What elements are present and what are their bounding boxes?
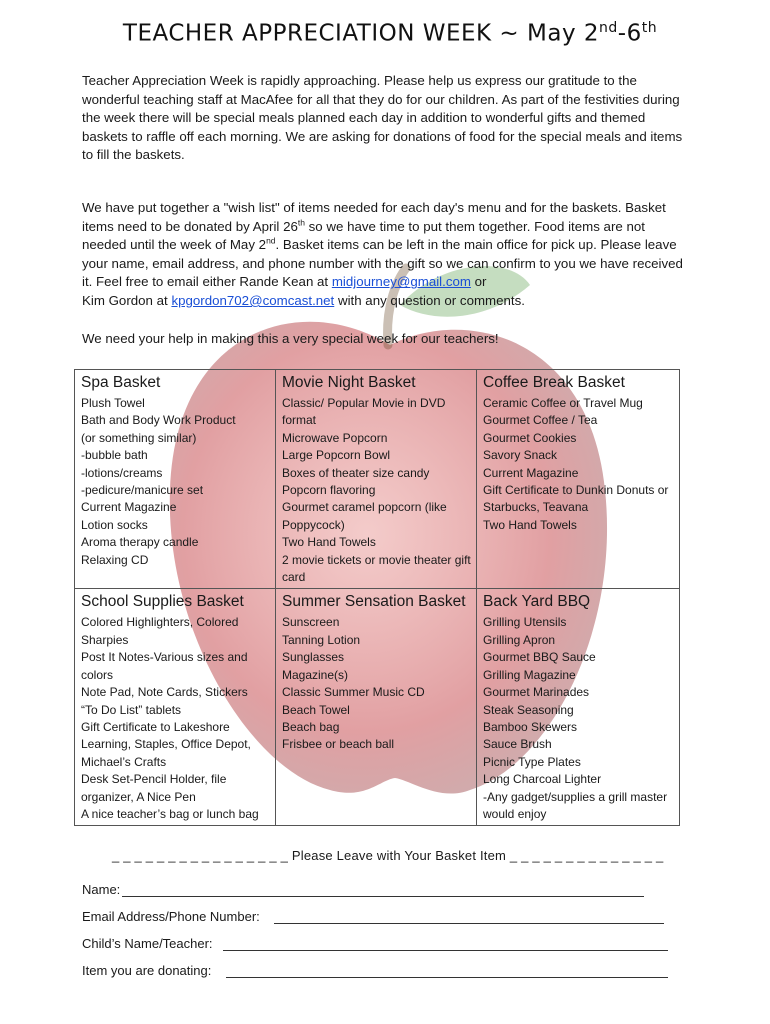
basket-item: Bamboo Skewers: [483, 719, 578, 734]
basket-item: (or something similar): [81, 430, 197, 445]
title-sup-nd: nd: [599, 20, 618, 36]
basket-item: Grilling Magazine: [483, 667, 576, 682]
basket-cell-spa: [75, 370, 276, 589]
wishlist-text-b: so we have time to put them together. Food items are not needed until the week of May 2: [82, 218, 645, 253]
name-field: [82, 882, 120, 897]
name-label: Name:: [82, 882, 121, 897]
basket-item: -bubble bath: [81, 448, 148, 463]
child-teacher-line[interactable]: [223, 950, 668, 951]
basket-item: Popcorn flavoring: [282, 483, 376, 498]
basket-item: “To Do List” tablets: [81, 702, 182, 717]
basket-item: Large Popcorn Bowl: [282, 448, 391, 463]
basket-item: Savory Snack: [483, 448, 558, 463]
basket-item: Frisbee or beach ball: [282, 737, 395, 752]
basket-item: Current Magazine: [483, 465, 579, 480]
child-teacher-label: Child’s Name/Teacher:: [82, 936, 213, 951]
basket-cell-school-supplies: [75, 589, 276, 826]
item-donating-label: Item you are donating:: [82, 963, 212, 978]
basket-item: Desk Set-Pencil Holder, file organizer, A Nice Pen: [81, 772, 227, 804]
basket-item: Plush Towel: [81, 396, 145, 410]
page-title: [60, 20, 720, 47]
email-phone-label: Email Address/Phone Number:: [82, 909, 260, 924]
basket-item: -lotions/creams: [81, 465, 163, 480]
basket-item: Classic/ Popular Movie in DVD format: [282, 396, 446, 428]
child-teacher-field: [82, 936, 213, 951]
basket-item: Gourmet Cookies: [483, 430, 577, 445]
name-line[interactable]: [122, 896, 644, 897]
basket-item: Boxes of theater size candy: [282, 465, 430, 480]
wishlist-text-d: or: [470, 274, 487, 290]
basket-item: Sunglasses: [282, 650, 345, 665]
basket-item: Colored Highlighters, Colored Sharpies: [81, 615, 239, 647]
basket-item: Beach Towel: [282, 702, 350, 717]
wishlist-sup-a: th: [297, 217, 305, 228]
basket-item: Aroma therapy candle: [81, 535, 199, 550]
leave-with-item-divider: _ _ _ _ _ _ _ _ _ _ _ _ _ _ _ _ Please Leave with Your Basket Item _ _ _ _ _ _ _ _ _ _ _ _ _ _: [112, 848, 664, 863]
basket-item: -Any gadget/supplies a grill master would enjoy: [483, 789, 668, 821]
email-link-kim[interactable]: kpgordon702@comcast.net: [171, 292, 335, 308]
basket-item: A nice teacher’s bag or lunch bag: [81, 806, 259, 821]
email-phone-field: [82, 909, 260, 924]
basket-item: Two Hand Towels: [483, 517, 577, 532]
basket-cell-coffee-break: [477, 370, 680, 589]
basket-item: Gourmet caramel popcorn (like Poppycock): [282, 500, 447, 532]
basket-item: Bath and Body Work Product: [81, 413, 236, 428]
basket-item: Gift Certificate to Dunkin Donuts or Starbucks, Teavana: [483, 483, 669, 515]
basket-item: Ceramic Coffee or Travel Mug: [483, 396, 643, 410]
item-donating-line[interactable]: [226, 977, 668, 978]
email-phone-line[interactable]: [274, 923, 664, 924]
wishlist-sup-b: nd: [266, 235, 276, 246]
basket-title: Back Yard BBQ: [483, 593, 591, 611]
basket-item: Gourmet Marinades: [483, 685, 590, 700]
basket-item: Picnic Type Plates: [483, 754, 581, 769]
basket-item: Lotion socks: [81, 517, 148, 532]
wishlist-text-f: with any question or comments.: [334, 292, 525, 308]
wishlist-text-c: . Basket items can be left in the main office for pick up. Please leave your name, email address, and phone number with the gift so we can confirm to you we have received it. Feel free to email either Rande Kean at: [82, 237, 683, 290]
basket-title: Movie Night Basket: [282, 374, 416, 391]
item-donating-field: [82, 963, 211, 978]
basket-item: Classic Summer Music CD: [282, 685, 425, 700]
basket-item: Grilling Apron: [483, 632, 556, 647]
title-text: TEACHER APPRECIATION WEEK ~ May 2: [122, 20, 600, 47]
basket-item: Relaxing CD: [81, 552, 149, 567]
basket-cell-movie-night: [276, 370, 477, 589]
basket-item: Note Pad, Note Cards, Stickers: [81, 685, 248, 700]
basket-item: Gourmet BBQ Sauce: [483, 650, 596, 665]
basket-item: 2 movie tickets or movie theater gift card: [282, 552, 471, 585]
title-dash: -6: [617, 20, 642, 47]
wishlist-paragraph: [82, 199, 692, 311]
basket-item: Steak Seasoning: [483, 702, 574, 717]
basket-item: Beach bag: [282, 719, 340, 734]
basket-item: Gourmet Coffee / Tea: [483, 413, 598, 428]
basket-item: Tanning Lotion: [282, 632, 361, 647]
basket-title: Coffee Break Basket: [483, 374, 625, 391]
basket-title: Spa Basket: [81, 374, 161, 391]
basket-item: Two Hand Towels: [282, 535, 376, 550]
wishlist-text-a: We have put together a "wish list" of items needed for each day's menu and for the baskets. Basket items need to be donated by April 26: [82, 200, 666, 234]
basket-item: Gift Certificate to Lakeshore Learning, Staples, Office Depot, Michael’s Crafts: [81, 719, 251, 769]
basket-item: Sauce Brush: [483, 737, 552, 752]
basket-title: Summer Sensation Basket: [282, 593, 466, 611]
basket-item: Grilling Utensils: [483, 615, 567, 630]
wishlist-text-e: Kim Gordon at: [82, 292, 172, 308]
basket-item: Post It Notes-Various sizes and colors: [81, 650, 248, 682]
basket-title: School Supplies Basket: [81, 593, 244, 611]
basket-row: [75, 589, 680, 826]
basket-item: Current Magazine: [81, 500, 177, 515]
basket-item: Long Charcoal Lighter: [483, 772, 602, 787]
basket-row: [75, 370, 680, 589]
email-link-rande[interactable]: midjourney@gmail.com: [331, 274, 471, 290]
title-sup-th: th: [641, 20, 658, 36]
basket-cell-back-yard-bbq: [477, 589, 680, 826]
intro-paragraph: Teacher Appreciation Week is rapidly approaching. Please help us express our gratitude to the wonderful teaching staff at MacAfee for all that they do for our children. As part of the festivities during the week there will be special meals planned each day in addition to wonderful gifts and themed baskets to raffle off each morning. We are asking for donations of food for the special meals and items to fill the baskets.: [82, 73, 683, 163]
basket-item: Sunscreen: [282, 615, 340, 630]
basket-item: Magazine(s): [282, 667, 349, 682]
basket-item: -pedicure/manicure set: [81, 483, 204, 498]
closing-line: We need your help in making this a very special week for our teachers!: [82, 331, 499, 346]
basket-cell-summer-sensation: [276, 589, 477, 826]
basket-item: Microwave Popcorn: [282, 430, 388, 445]
basket-table: [74, 369, 680, 826]
